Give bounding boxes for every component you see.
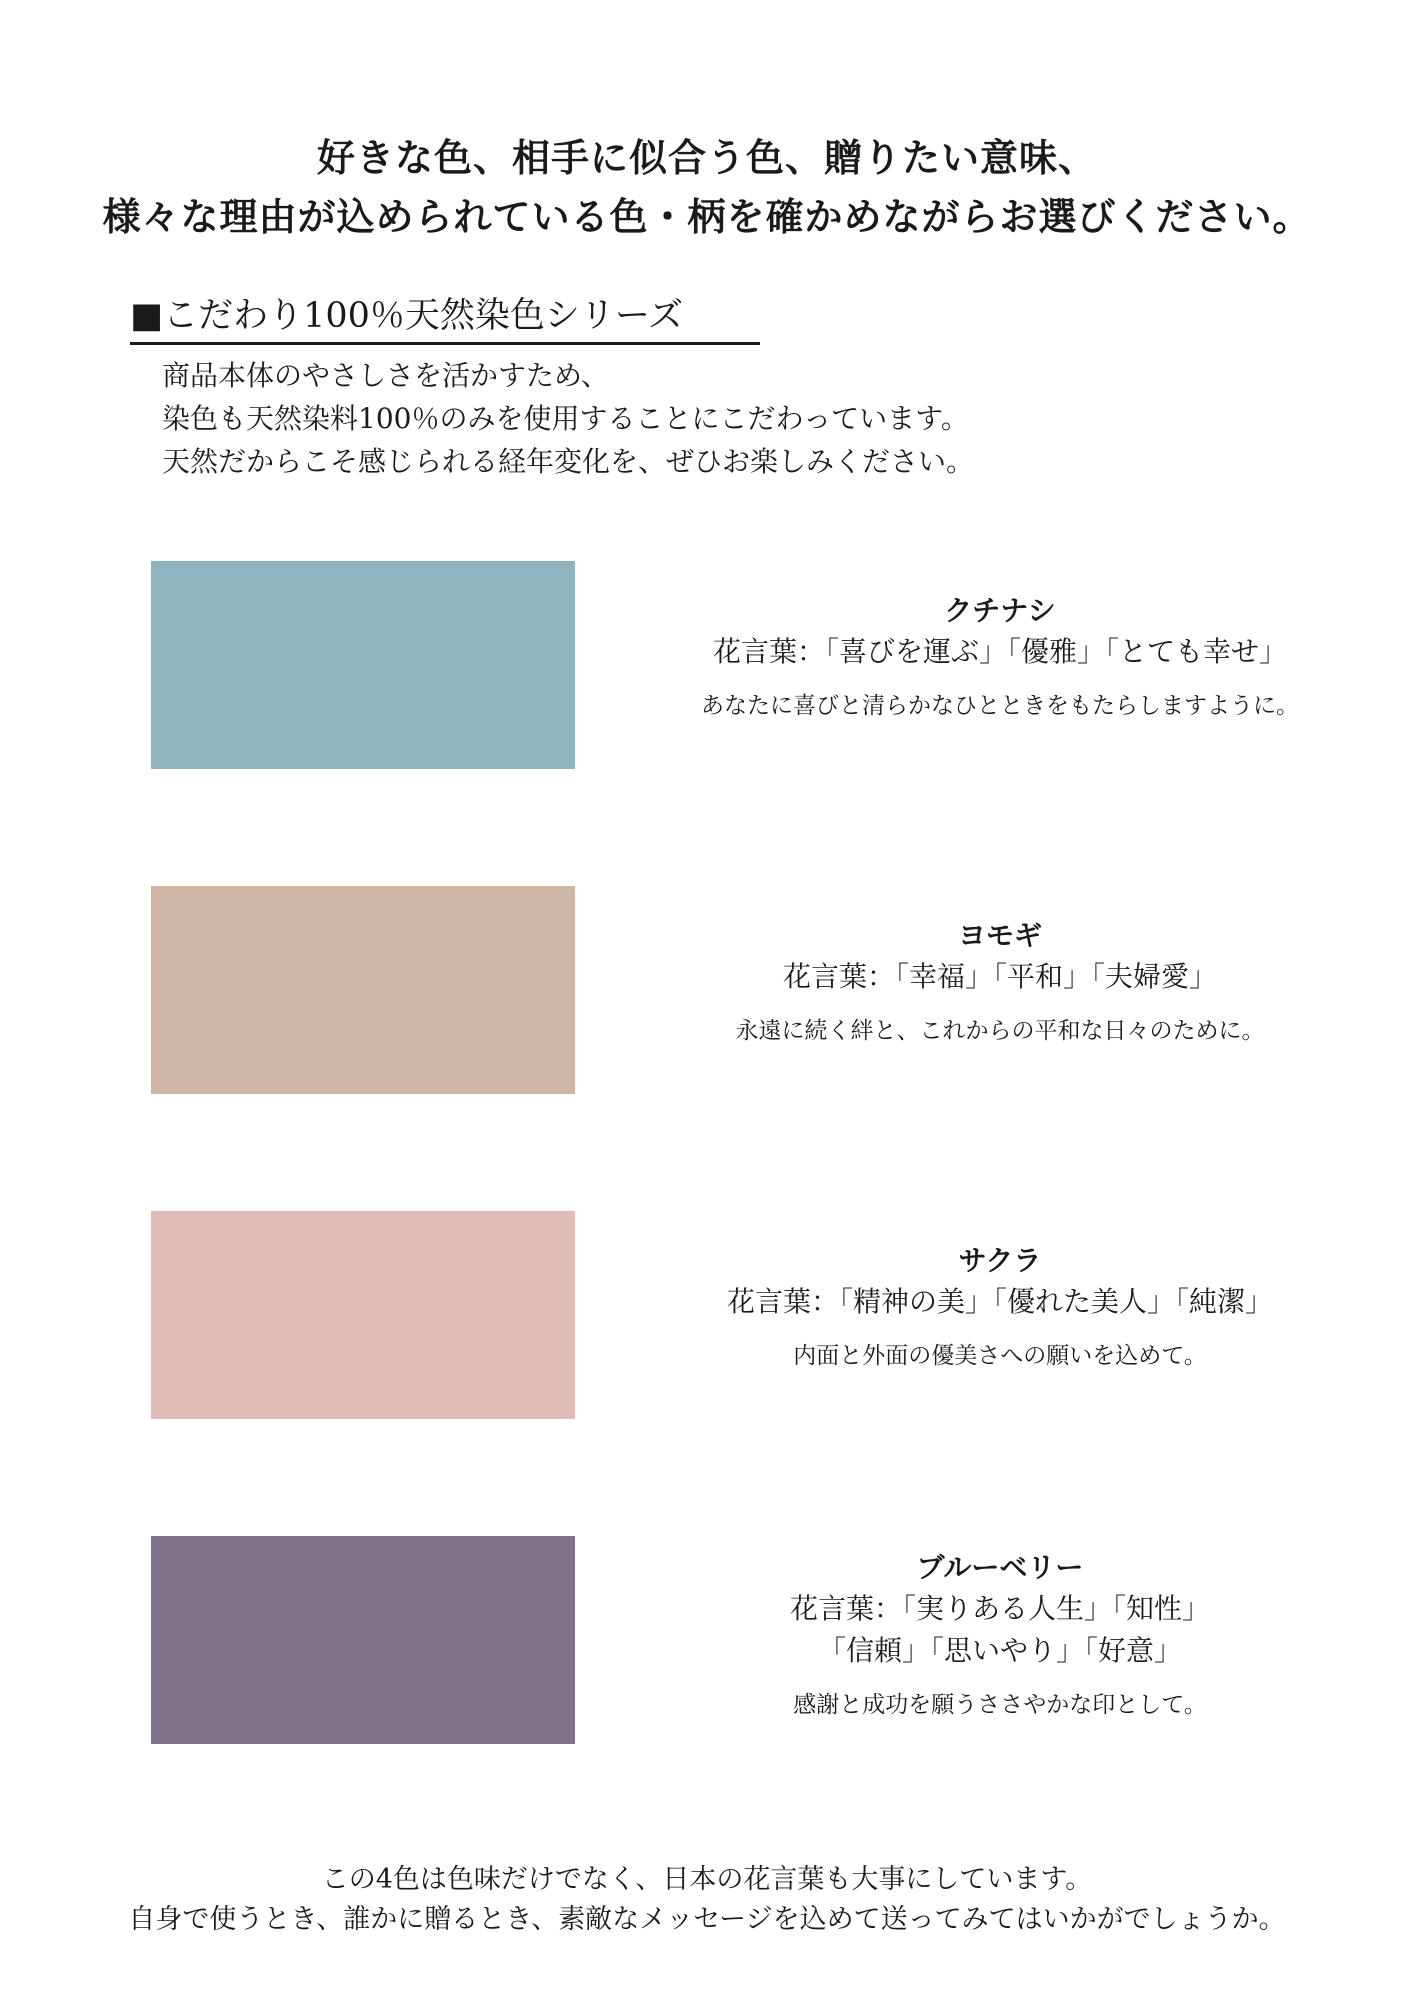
footer-line-1: この4色は色味だけでなく、日本の花言葉も大事にしています。: [321, 1864, 1093, 1895]
color-name: クチナシ: [944, 594, 1056, 627]
color-swatch: [151, 561, 575, 769]
color-item-blueberry: [0, 1536, 1414, 1746]
section-description-line: 商品本体のやさしさを活かすため、: [162, 359, 609, 392]
section-description: [162, 354, 974, 483]
color-message: あなたに喜びと清らかなひとときをもたらしますように。: [701, 693, 1299, 719]
color-item-kuchinashi: [0, 561, 1414, 771]
color-info: [600, 1241, 1400, 1373]
color-name: ヨモギ: [957, 919, 1042, 952]
color-info: [600, 591, 1400, 723]
section-description-line: 天然だからこそ感じられる経年変化を、ぜひお楽しみください。: [162, 445, 975, 478]
intro-line-2: 様々な理由が込められている色・柄を確かめながらお選びください。: [102, 194, 1312, 239]
hanakotoba-line: 花言葉：「実りある人生」「知性」: [789, 1592, 1210, 1625]
footer-note: [0, 1860, 1414, 1940]
hanakotoba-line: 「信頼」「思いやり」「好意」: [817, 1634, 1182, 1667]
color-item-yomogi: [0, 886, 1414, 1096]
hanakotoba-line: 花言葉：「精神の美」「優れた美人」「純潔」: [726, 1285, 1273, 1318]
color-swatch: [151, 1211, 575, 1419]
color-swatch: [151, 1536, 575, 1744]
hanakotoba-line: 花言葉：「喜びを運ぶ」「優雅」「とても幸せ」: [712, 635, 1287, 668]
color-name: サクラ: [958, 1244, 1042, 1277]
intro-line-1: 好きな色、相手に似合う色、贈りたい意味、: [316, 135, 1097, 180]
footer-line-2: 自身で使うとき、誰かに贈るとき、素敵なメッセージを込めて送ってみてはいかがでしょうか。: [128, 1904, 1286, 1935]
color-message: 感謝と成功を願うささやかな印として。: [793, 1692, 1207, 1718]
color-message: 内面と外面の優美さへの願いを込めて。: [793, 1343, 1207, 1369]
hanakotoba-line: 花言葉：「幸福」「平和」「夫婦愛」: [782, 960, 1217, 993]
color-name: ブルーベリー: [916, 1551, 1084, 1584]
intro-heading: [0, 128, 1414, 246]
color-info: [600, 1548, 1400, 1722]
color-swatch: [151, 886, 575, 1094]
color-item-sakura: [0, 1211, 1414, 1421]
section-description-line: 染色も天然染料100％のみを使用することにこだわっています。: [162, 402, 969, 435]
section-heading: ■こだわり100％天然染色シリーズ: [130, 292, 760, 345]
color-message: 永遠に続く絆と、これからの平和な日々のために。: [735, 1018, 1265, 1044]
color-info: [600, 916, 1400, 1048]
